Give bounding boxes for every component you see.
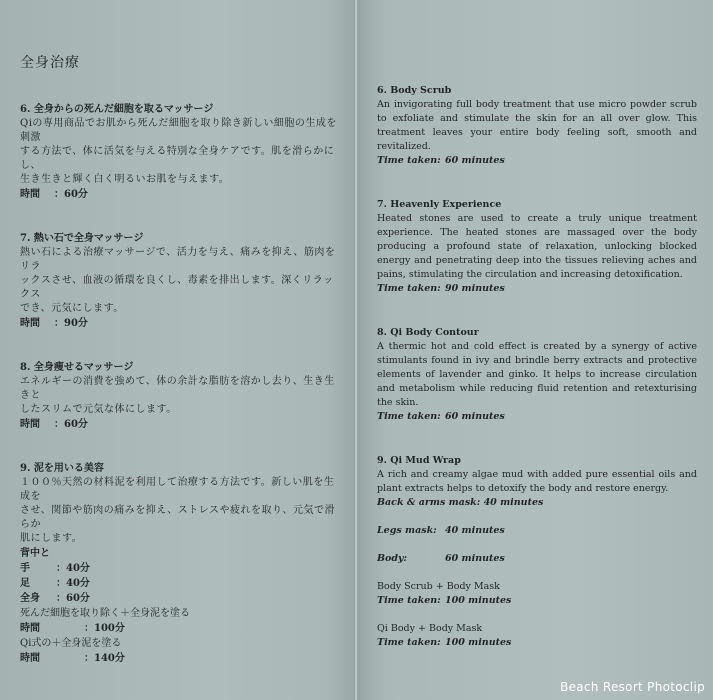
jp-item-time: 時間 ：60分 <box>20 189 88 200</box>
en-option-combo-qi: Qi Body + Body Mask <box>377 623 483 634</box>
jp-item-body-scrub <box>20 103 342 202</box>
jp-treatment-list <box>20 103 342 696</box>
jp-item-title: 8. 全身痩せるマッサージ <box>20 362 134 373</box>
jp-item-description: 熱い石による治療マッサージで、活力を与え、痛みを抑え、筋肉をリラ ックスさせ、血液の循環を良くし、毒素を排出します。深くリラックス でき、元気にします。 <box>20 247 336 314</box>
en-option-legs: Legs mask: 40 minutes <box>377 525 505 536</box>
jp-item-time: 時間 ：90分 <box>20 318 88 329</box>
en-item-body-scrub <box>377 84 697 168</box>
en-option-combo-qi-time: Time taken: 100 minutes <box>377 637 512 648</box>
jp-item-hot-stone <box>20 232 342 331</box>
en-item-time: Time taken: 90 minutes <box>377 283 505 294</box>
en-item-time: Time taken: 60 minutes <box>377 155 505 166</box>
en-item-title: 6. Body Scrub <box>377 85 452 96</box>
en-item-title: 8. Qi Body Contour <box>377 327 479 338</box>
en-item-title: 9. Qi Mud Wrap <box>377 455 461 466</box>
jp-option-row: 全身 ：60分 <box>20 593 90 604</box>
jp-item-description: Qiの専用商品でお肌から死んだ細胞を取り除き新しい細胞の生成を刺激 する方法で、体に活気を与える特別な全身ケアです。肌を滑らかにし、 生き生きと輝く白く明るいお肌を与えます。 <box>20 118 337 185</box>
jp-item-title: 7. 熱い石で全身マッサージ <box>20 233 144 244</box>
jp-item-title: 6. 全身からの死んだ細胞を取るマッサージ <box>20 104 214 115</box>
jp-item-time: 時間 ：60分 <box>20 419 88 430</box>
en-item-qi-mud-wrap <box>377 454 697 650</box>
jp-option-row: 背中と手 ：40分 <box>20 548 90 574</box>
jp-item-description: １００％天然の材料泥を利用して治療する方法です。新しい肌を生成を させ、関節や筋肉の痛みを抑え、ストレスや疲れを取り、元気で滑らか 肌にします。 <box>20 477 335 544</box>
en-item-heavenly-experience <box>377 198 697 296</box>
en-item-description: A rich and creamy algae mud with added pure essential oils and plant extracts helps to detoxify the body and restore energy. <box>377 469 697 494</box>
en-option-back-arms: Back & arms mask: 40 minutes <box>377 497 544 508</box>
jp-item-title: 9. 泥を用いる美容 <box>20 463 104 474</box>
en-option-combo-scrub-time: Time taken: 100 minutes <box>377 595 512 606</box>
en-treatment-list <box>377 84 697 680</box>
en-item-description: An invigorating full body treatment that use micro powder scrub to exfoliate and stimulate the skin for an all over glow. This treatment leaves your entire body feeling soft, smooth and revitalized. <box>377 99 697 152</box>
en-item-title: 7. Heavenly Experience <box>377 199 502 210</box>
jp-item-slimming <box>20 361 342 432</box>
jp-option-row: 時間 ：100分 <box>20 623 125 634</box>
jp-option-row: 死んだ細胞を取り除く＋全身泥を塗る <box>20 608 190 619</box>
en-item-qi-body-contour <box>377 326 697 424</box>
jp-item-mud <box>20 462 342 666</box>
page-title: 全身治療 <box>20 55 80 71</box>
jp-option-row: 時間 ：140分 <box>20 653 125 664</box>
jp-option-row: 足 ：40分 <box>20 578 90 589</box>
right-page-english <box>357 0 713 700</box>
en-option-body: Body: 60 minutes <box>377 553 505 564</box>
en-item-time: Time taken: 60 minutes <box>377 411 505 422</box>
photo-watermark: Beach Resort Photoclip <box>560 680 705 694</box>
jp-item-description: エネルギーの消費を強めて、体の余計な脂肪を溶かし去り、生き生きと したスリムで元気な体にします。 <box>20 376 335 415</box>
en-item-description: Heated stones are used to create a truly unique treatment experience. The heated stones are massaged over the body producing a profound state of relaxation, unlocking blocked energy and penetrating deep into the tissues relieving aches and pains, stimulating the circulation and increasing detoxification. <box>377 213 697 280</box>
left-page-japanese <box>0 0 356 700</box>
en-option-combo-scrub: Body Scrub + Body Mask <box>377 581 500 592</box>
en-item-description: A thermic hot and cold effect is created by a synergy of active stimulants found in ivy and brindle berry extracts and protective elements of lavender and ginko. It helps to increase circulation and metabolism while reducing fluid retention and retexturising the skin. <box>377 341 697 408</box>
jp-option-row: Qi式の＋全身泥を塗る <box>20 638 122 649</box>
